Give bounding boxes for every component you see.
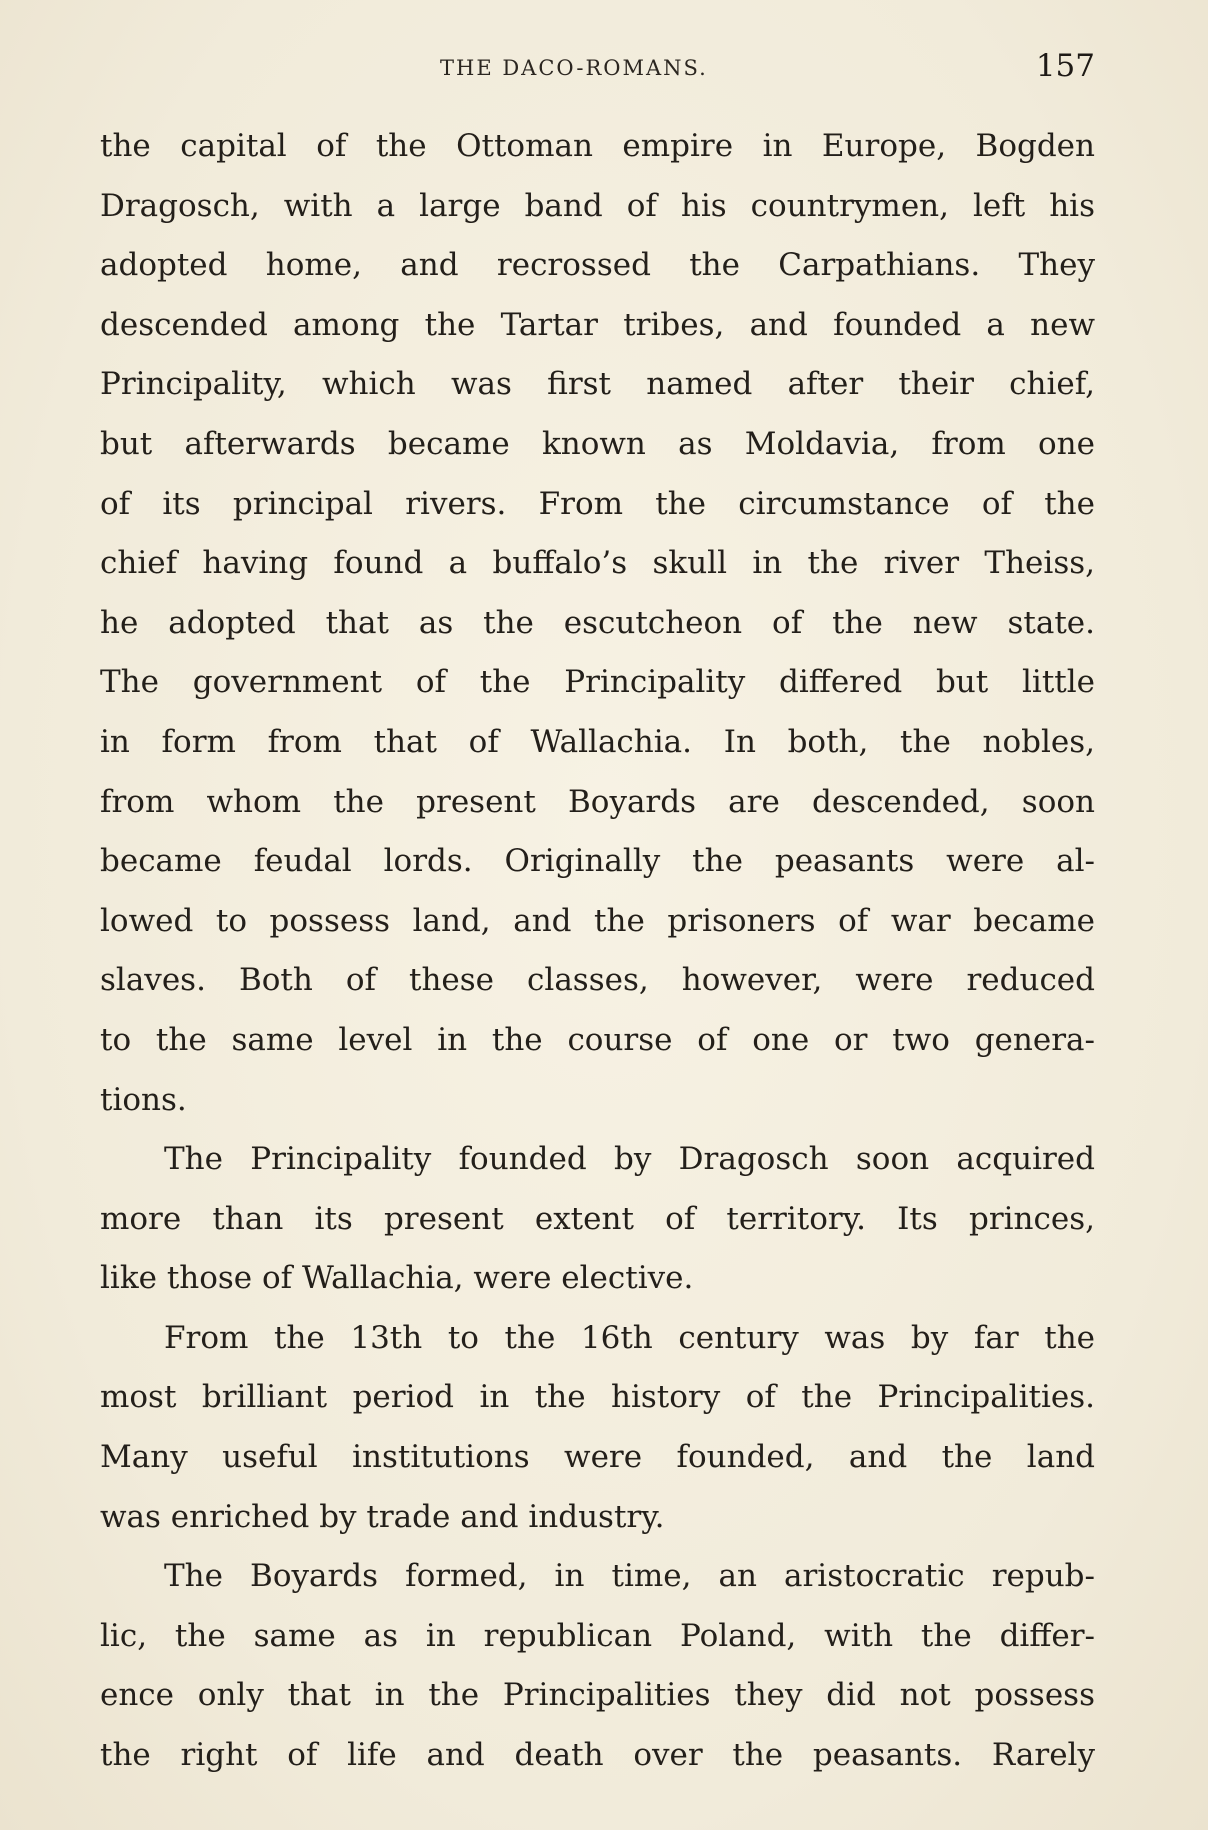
text-line: the right of life and death over the peasants. Rarely bbox=[100, 1737, 1095, 1774]
paragraph-3 bbox=[100, 1309, 1095, 1547]
text-line: Many useful institutions were founded, and the land bbox=[100, 1439, 1095, 1476]
text-line: Dragosch, with a large band of his countrymen, left his bbox=[100, 187, 1095, 224]
running-title: THE DACO-ROMANS. bbox=[440, 56, 708, 80]
text-line: chief having found a buffalo’s skull in the river Theiss, bbox=[100, 545, 1095, 582]
text-line: was enriched by trade and industry. bbox=[100, 1498, 665, 1535]
page-number: 157 bbox=[1035, 48, 1095, 84]
text-line: but afterwards became known as Moldavia, from one bbox=[100, 425, 1095, 462]
paragraph-1 bbox=[100, 117, 1095, 1130]
text-line: tions. bbox=[100, 1081, 187, 1118]
text-line: The Boyards formed, in time, an aristocratic repub- bbox=[164, 1558, 1095, 1595]
text-line: ence only that in the Principalities they did not possess bbox=[100, 1677, 1095, 1714]
text-line: Principality, which was first named after their chief, bbox=[100, 366, 1095, 403]
text-line: most brilliant period in the history of the Principalities. bbox=[100, 1379, 1095, 1416]
text-line: lic, the same as in republican Poland, with the differ- bbox=[100, 1617, 1095, 1654]
text-line: he adopted that as the escutcheon of the new state. bbox=[100, 604, 1095, 641]
text-line: to the same level in the course of one or two genera- bbox=[100, 1021, 1095, 1058]
paragraph-2 bbox=[100, 1130, 1095, 1309]
text-line: in form from that of Wallachia. In both, the nobles, bbox=[100, 723, 1095, 760]
text-line: more than its present extent of territory. Its princes, bbox=[100, 1200, 1095, 1237]
running-head bbox=[100, 48, 1095, 88]
text-line: adopted home, and recrossed the Carpathians. They bbox=[100, 247, 1095, 284]
text-line: From the 13th to the 16th century was by far the bbox=[164, 1319, 1095, 1356]
text-line: from whom the present Boyards are descended, soon bbox=[100, 783, 1095, 820]
text-line: the capital of the Ottoman empire in Europe, Bogden bbox=[100, 128, 1095, 164]
text-line: like those of Wallachia, were elective. bbox=[100, 1260, 694, 1297]
text-line: slaves. Both of these classes, however, were reduced bbox=[100, 962, 1095, 999]
text-line: The Principality founded by Dragosch soon acquired bbox=[164, 1141, 1095, 1178]
text-line: of its principal rivers. From the circumstance of the bbox=[100, 485, 1095, 522]
text-line: The government of the Principality differed but little bbox=[100, 664, 1095, 701]
body-text bbox=[100, 117, 1095, 1786]
text-line: lowed to possess land, and the prisoners of war became bbox=[100, 902, 1095, 939]
text-line: became feudal lords. Originally the peasants were al- bbox=[100, 843, 1095, 880]
text-line: descended among the Tartar tribes, and founded a new bbox=[100, 306, 1095, 343]
paragraph-4 bbox=[100, 1547, 1095, 1785]
